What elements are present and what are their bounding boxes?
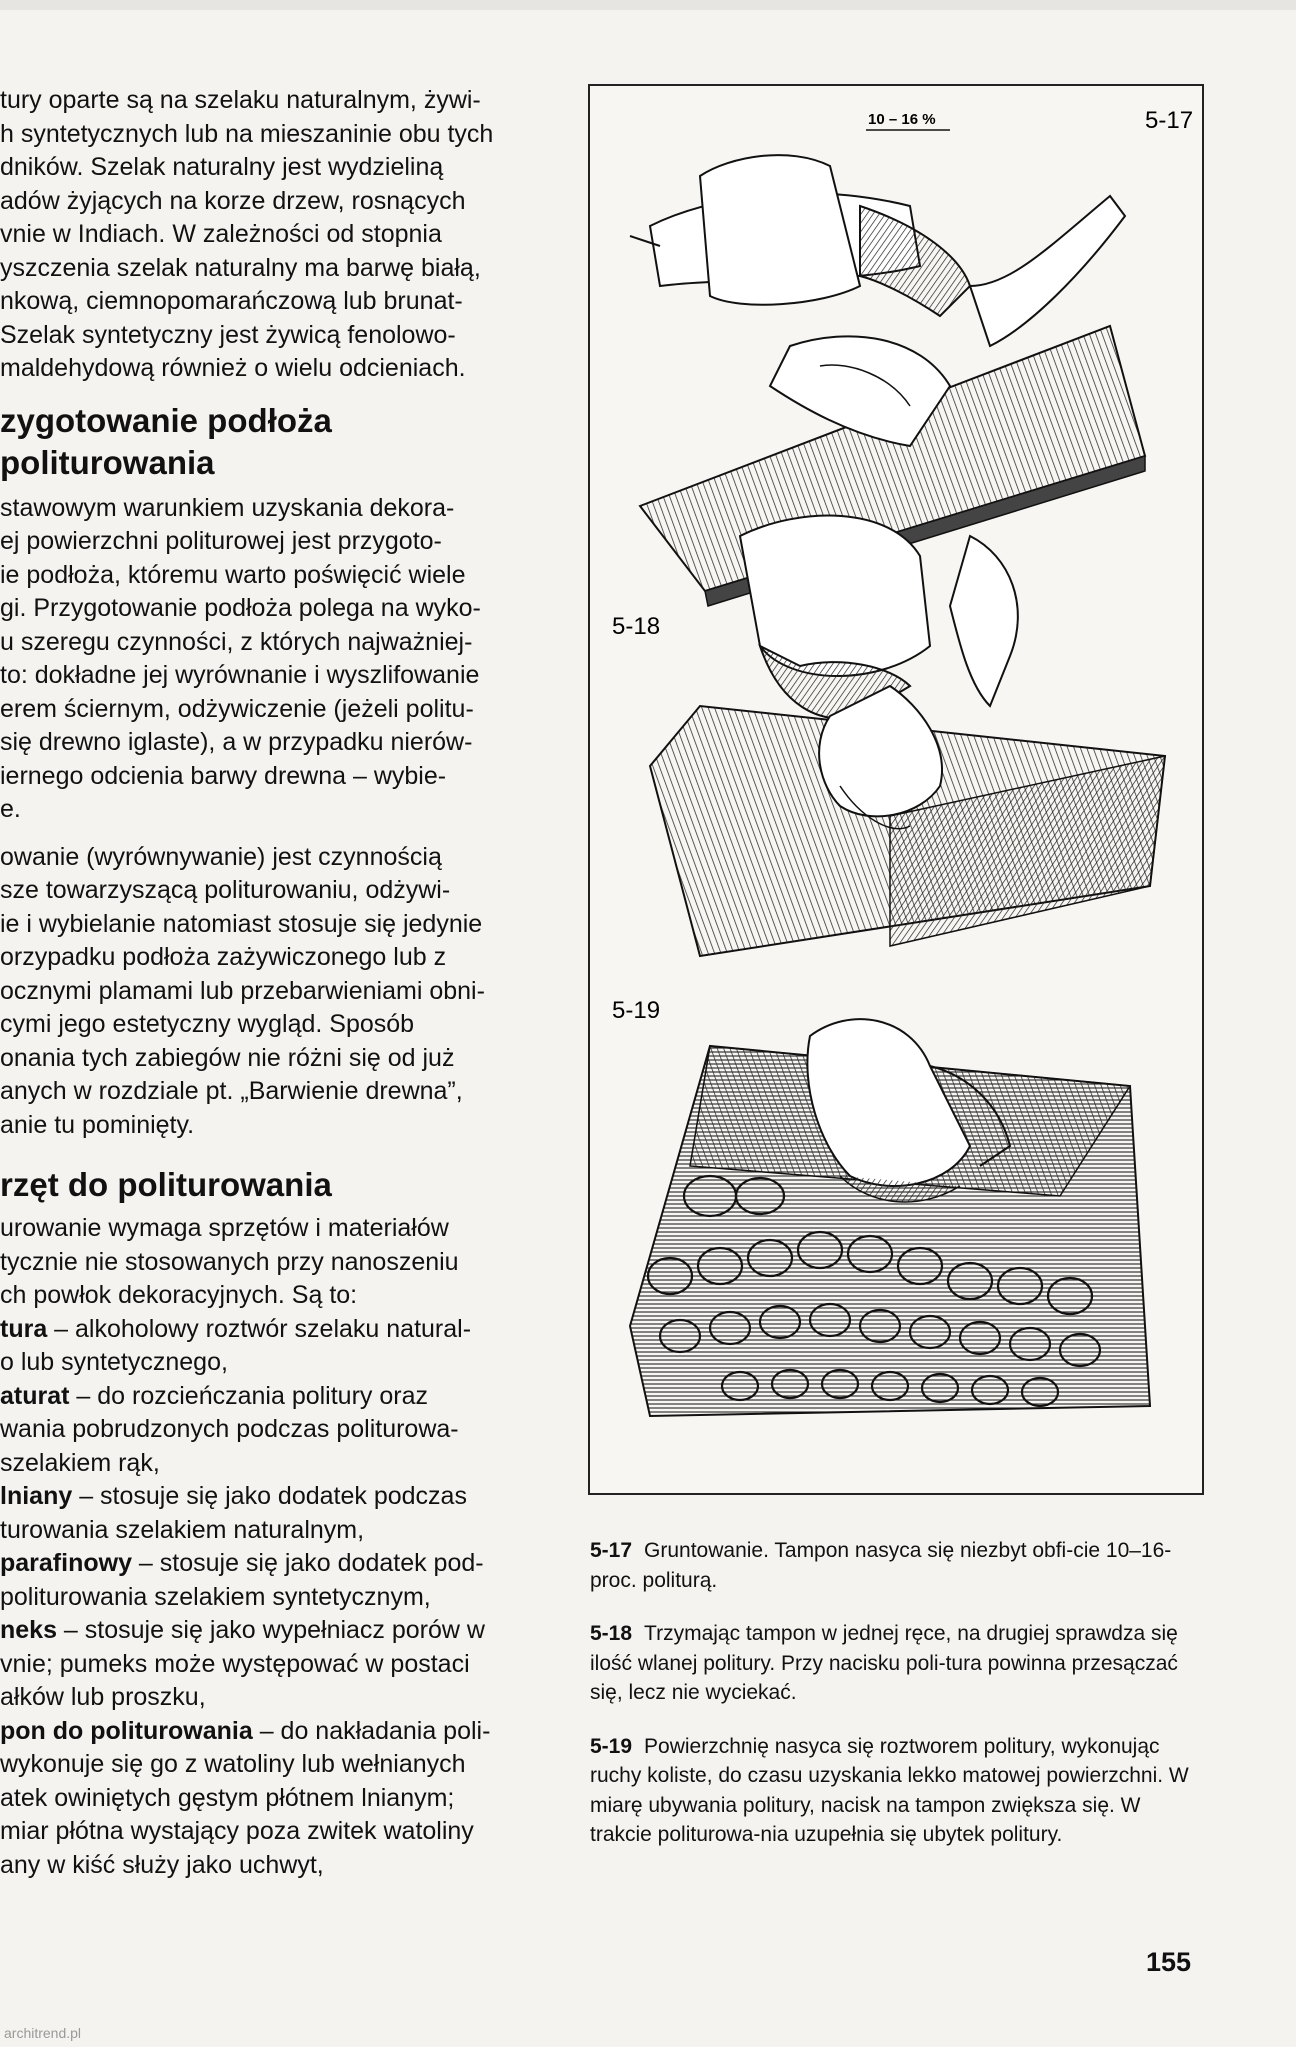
list-item-term: lniany xyxy=(0,1482,73,1510)
list-item-text: o lub syntetycznego, xyxy=(0,1348,228,1376)
list-item xyxy=(0,1413,552,1447)
list-item xyxy=(0,1514,552,1548)
left-text-column xyxy=(0,84,552,1882)
text-line: h syntetycznych lub na mieszaninie obu tych xyxy=(0,119,494,148)
caption-5-19 xyxy=(590,1732,1205,1850)
caption-number: 5-18 xyxy=(590,1622,633,1645)
list-item-text: wykonuje się go z watoliny lub wełnianych xyxy=(0,1750,466,1778)
caption-5-18 xyxy=(590,1619,1205,1708)
text-line: to: dokładne jej wyrównanie i wyszlifowanie xyxy=(0,661,480,689)
polishing-illustration xyxy=(590,86,1202,1493)
list-item-term: neks xyxy=(0,1616,57,1644)
text-line: tury oparte są na szelaku naturalnym, żywi- xyxy=(0,86,481,114)
fig-label-5-18: 5-18 xyxy=(612,613,661,640)
list-item xyxy=(0,1447,552,1481)
list-item-text: – stosuje się jako dodatek pod- xyxy=(131,1549,484,1577)
text-line: orzypadku podłoża zażywiczonego lub z xyxy=(0,943,447,971)
list-item xyxy=(0,1346,552,1380)
list-item-text: – do rozcieńczania politury oraz xyxy=(69,1381,428,1410)
list-item-text: politurowania szelakiem syntetycznym, xyxy=(0,1582,431,1611)
list-item xyxy=(0,1547,552,1581)
caption-text: Gruntowanie. Tampon nasyca się niezbyt obfi-cie 10–16-proc. politurą. xyxy=(590,1539,1172,1592)
list-item xyxy=(0,1815,552,1849)
text-line: anie tu pominięty. xyxy=(0,1110,195,1139)
list-item xyxy=(0,1480,552,1514)
list-item xyxy=(0,1581,552,1615)
figure-captions xyxy=(590,1536,1205,1874)
caption-text: Powierzchnię nasyca się roztworem politury, wykonując ruchy koliste, do czasu uzyskania lekko matowej powierzchni. W miarę ubywania politury, nacisk na tampon zwiększa się. W trakcie politurowa-nia uzupełnia się ubytek politury. xyxy=(590,1734,1189,1846)
text-line: ie podłoża, któremu warto poświęcić wiele xyxy=(0,560,466,589)
text-line: cymi jego estetyczny wygląd. Sposób xyxy=(0,1010,415,1038)
list-item xyxy=(0,1313,552,1347)
list-item-text: ałków lub proszku, xyxy=(0,1683,206,1711)
heading-line: zygotowanie podłoża xyxy=(0,401,332,439)
text-line: erem ściernym, odżywiczenie (jeżeli politu- xyxy=(0,694,474,723)
text-line: gi. Przygotowanie podłoża polega na wyko- xyxy=(0,594,481,622)
text-line: sze towarzyszącą politurowaniu, odżywi- xyxy=(0,876,451,904)
caption-5-17 xyxy=(590,1536,1205,1595)
text-line: u szeregu czynności, z których najważniej- xyxy=(0,627,473,656)
list-item xyxy=(0,1614,552,1648)
caption-text: Trzymając tampon w jednej ręce, na drugiej sprawdza się ilość wlanej politury. Przy nacisku poli-tura powinna przesączać się, lecz nie wyciekać. xyxy=(590,1622,1178,1704)
list-item xyxy=(0,1648,552,1682)
figure-5-17-to-5-19 xyxy=(588,84,1204,1495)
text-line: onania tych zabiegów nie różni się od już xyxy=(0,1043,455,1072)
text-line: ie i wybielanie natomiast stosuje się jedynie xyxy=(0,909,483,938)
equipment-list xyxy=(0,1313,552,1883)
caption-number: 5-17 xyxy=(590,1539,633,1562)
caption-number: 5-19 xyxy=(590,1734,633,1758)
fig-label-5-19: 5-19 xyxy=(612,997,661,1024)
paragraph-preparation xyxy=(0,492,552,827)
paragraph-leveling xyxy=(0,841,552,1143)
list-item-term: pon do politurowania xyxy=(0,1716,253,1745)
text-line: adów żyjących na korze drzew, rosnących xyxy=(0,186,466,215)
page-top-edge xyxy=(0,0,1296,10)
list-item-term: tura xyxy=(0,1314,48,1343)
text-line: stawowym warunkiem uzyskania dekora- xyxy=(0,493,455,522)
heading-equipment: rzęt do politurowania xyxy=(0,1166,332,1203)
text-line: ej powierzchni politurowej jest przygoto- xyxy=(0,527,442,555)
list-item-text: – stosuje się jako wypełniacz porów w xyxy=(56,1616,485,1644)
list-item-text: miar płótna wystający poza zwitek watoliny xyxy=(0,1817,474,1845)
list-item-text: szelakiem rąk, xyxy=(0,1448,160,1477)
text-line: e. xyxy=(0,795,21,823)
list-item-text: turowania szelakiem naturalnym, xyxy=(0,1515,365,1544)
text-line: iernego odcienia barwy drewna – wybie- xyxy=(0,761,447,790)
heading-line: politurowania xyxy=(0,443,215,481)
text-line: yszczenia szelak naturalny ma barwę białą, xyxy=(0,253,481,282)
fig-label-5-17: 5-17 xyxy=(1145,107,1194,134)
list-item xyxy=(0,1681,552,1715)
text-line: ocznymi plamami lub przebarwieniami obni- xyxy=(0,976,485,1005)
text-line: vnie w Indiach. W zależności od stopnia xyxy=(0,220,442,248)
list-item-text: atek owiniętych gęstym płótnem lnianym; xyxy=(0,1783,455,1812)
text-line: tycznie nie stosowanych przy nanoszeniu xyxy=(0,1247,459,1276)
list-item xyxy=(0,1715,552,1749)
text-line: owanie (wyrównywanie) jest czynnością xyxy=(0,842,442,871)
list-item-term: parafinowy xyxy=(0,1549,132,1577)
list-item-text: – do nakładania poli- xyxy=(252,1716,491,1745)
paragraph-politury-composition xyxy=(0,84,552,386)
list-item-text: any w kiść służy jako uchwyt, xyxy=(0,1850,324,1879)
paragraph-equipment-intro xyxy=(0,1212,552,1313)
text-line: ch powłok dekoracyjnych. Są to: xyxy=(0,1281,358,1309)
watermark-text: architrend.pl xyxy=(4,2025,82,2041)
list-item-text: – alkoholowy roztwór szelaku natural- xyxy=(47,1314,472,1343)
text-line: nkową, ciemnopomarańczową lub brunat- xyxy=(0,287,463,315)
text-line: urowanie wymaga sprzętów i materiałów xyxy=(0,1214,449,1242)
fig-label-percent: 10 – 16 % xyxy=(868,111,936,128)
text-line: maldehydową również o wielu odcieniach. xyxy=(0,354,466,382)
text-line: Szelak syntetyczny jest żywicą fenolowo- xyxy=(0,320,456,349)
list-item-text: vnie; pumeks może występować w postaci xyxy=(0,1649,470,1678)
page-number: 155 xyxy=(1146,1947,1192,1977)
text-line: się drewno iglaste), a w przypadku nierów- xyxy=(0,728,473,756)
list-item xyxy=(0,1748,552,1782)
list-item-text: – stosuje się jako dodatek podczas xyxy=(72,1482,467,1510)
text-line: dników. Szelak naturalny jest wydzieliną xyxy=(0,153,444,181)
list-item xyxy=(0,1782,552,1816)
list-item-term: aturat xyxy=(0,1381,70,1410)
list-item xyxy=(0,1380,552,1414)
list-item-text: wania pobrudzonych podczas politurowa- xyxy=(0,1415,459,1443)
text-line: anych w rozdziale pt. „Barwienie drewna”, xyxy=(0,1077,463,1105)
list-item xyxy=(0,1849,552,1883)
heading-preparation xyxy=(0,400,552,484)
